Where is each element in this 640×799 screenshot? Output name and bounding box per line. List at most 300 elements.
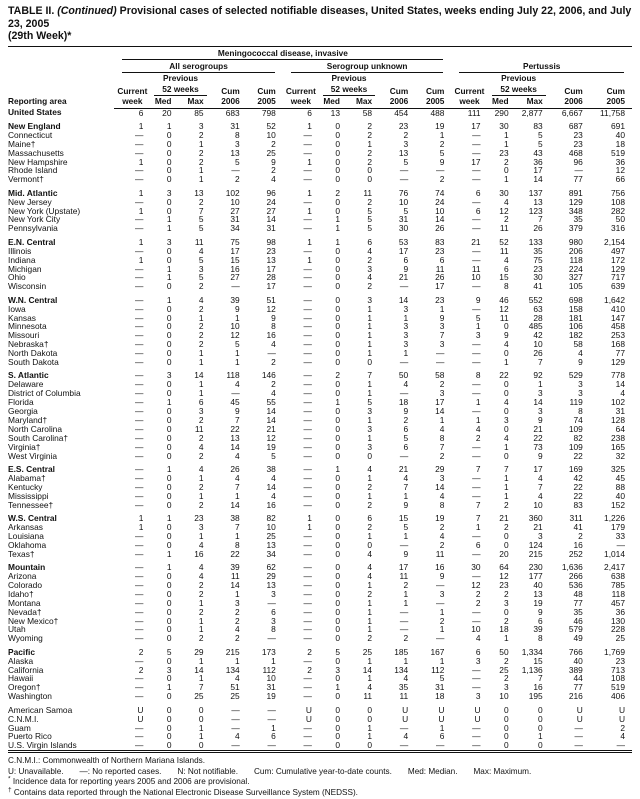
value-cell: —: [399, 174, 409, 185]
value-cell: 519: [611, 147, 625, 158]
value-cell: 6: [271, 731, 276, 742]
value-cell: 12: [471, 579, 481, 590]
value-cell: 112: [431, 664, 445, 675]
value-cell: —: [303, 499, 312, 510]
value-cell: 6,667: [561, 107, 583, 118]
value-cell: 35: [533, 245, 543, 256]
value-cell: —: [472, 379, 481, 390]
value-cell: 5: [439, 673, 445, 684]
value-cell: 16: [194, 548, 204, 559]
value-cell: 5: [198, 272, 204, 283]
value-cell: 2: [367, 521, 373, 532]
value-cell: 133: [528, 236, 543, 247]
table-title: [8, 5, 632, 43]
value-cell: —: [135, 472, 144, 483]
value-cell: 108: [611, 673, 625, 684]
value-cell: 17: [398, 562, 409, 573]
value-cell: 3: [503, 597, 509, 608]
value-cell: —: [303, 379, 312, 390]
table-row: [8, 692, 632, 701]
value-cell: 12: [230, 330, 240, 341]
value-cell: 9: [403, 499, 409, 510]
value-cell: —: [267, 633, 276, 644]
value-cell: 0: [503, 450, 509, 461]
week-label: week: [451, 96, 487, 109]
reporting-area-cell: E.N. Central: [8, 236, 56, 247]
value-cell: 1: [198, 472, 204, 483]
reporting-area-cell: Mountain: [8, 562, 46, 573]
reporting-area-cell: New Jersey: [8, 196, 52, 207]
value-cell: 19: [266, 691, 276, 702]
value-cell: —: [303, 303, 312, 314]
value-cell: 41: [533, 281, 543, 292]
value-cell: 17: [398, 245, 409, 256]
value-cell: —: [303, 312, 312, 323]
value-cell: —: [472, 664, 481, 675]
value-cell: —: [472, 245, 481, 256]
value-cell: —: [472, 388, 481, 399]
footnote-dagger: † Contains data reported through the National Electronic Disease Surveillance System (NEDSS).: [8, 786, 358, 797]
value-cell: 181: [568, 312, 583, 323]
value-cell: —: [135, 406, 144, 417]
value-cell: 698: [568, 294, 583, 305]
value-cell: —: [135, 571, 144, 581]
value-cell: 6: [403, 441, 409, 452]
value-cell: 1: [439, 129, 445, 140]
value-cell: 348: [568, 205, 583, 216]
value-cell: 16: [573, 539, 583, 550]
value-cell: 1: [271, 722, 276, 733]
value-cell: —: [303, 571, 312, 581]
value-cell: 22: [230, 548, 240, 559]
value-cell: 4: [198, 294, 204, 305]
value-cell: 4: [367, 272, 373, 283]
value-cell: 1: [439, 303, 445, 314]
value-cell: —: [303, 691, 312, 702]
value-cell: —: [303, 423, 312, 434]
value-cell: 3: [439, 321, 445, 332]
value-cell: 1: [367, 379, 373, 390]
reporting-area-cell: S. Atlantic: [8, 370, 49, 381]
value-cell: 2: [235, 174, 240, 185]
reporting-area-cell: Tennessee†: [8, 499, 54, 510]
value-cell: —: [472, 472, 481, 483]
value-cell: 4: [620, 731, 625, 742]
reporting-area-cell: Arkansas: [8, 521, 43, 532]
value-cell: 35: [573, 214, 583, 225]
reporting-area-cell: Florida: [8, 397, 34, 408]
value-cell: 3: [335, 664, 340, 675]
value-cell: 17: [533, 464, 543, 475]
value-cell: —: [303, 397, 312, 408]
value-cell: —: [135, 530, 144, 541]
value-cell: 1,334: [521, 646, 543, 657]
value-cell: 77: [573, 682, 583, 693]
value-cell: 1: [307, 187, 312, 198]
value-cell: 3: [403, 138, 409, 149]
value-cell: 23: [499, 147, 509, 158]
value-cell: 0: [503, 530, 509, 541]
value-cell: 0: [335, 272, 340, 283]
value-cell: —: [231, 704, 240, 715]
value-cell: —: [135, 633, 144, 644]
value-cell: —: [303, 615, 312, 626]
value-cell: 4: [439, 530, 445, 541]
value-cell: 179: [611, 521, 625, 532]
value-cell: 1: [367, 722, 373, 733]
value-cell: 3: [503, 682, 509, 693]
value-cell: 0: [503, 423, 509, 434]
value-cell: 4: [235, 673, 240, 684]
value-cell: 579: [568, 624, 583, 635]
table-row: [8, 175, 632, 184]
value-cell: 316: [611, 223, 625, 234]
value-cell: 4: [475, 633, 481, 644]
reporting-area-cell: Mississippi: [8, 490, 49, 501]
value-cell: —: [399, 606, 409, 617]
value-cell: 5: [166, 646, 172, 657]
value-cell: 1: [198, 165, 204, 176]
reporting-area-cell: Virginia†: [8, 441, 41, 452]
reporting-area-cell: Pacific: [8, 646, 36, 657]
value-cell: —: [303, 588, 312, 599]
value-cell: 134: [225, 664, 240, 675]
value-cell: 11: [499, 245, 509, 256]
value-cell: 137: [528, 187, 543, 198]
value-cell: 1: [475, 415, 481, 425]
value-cell: —: [303, 263, 312, 274]
value-cell: —: [231, 713, 240, 724]
value-cell: 290: [494, 107, 509, 118]
value-cell: 0: [166, 245, 172, 256]
value-cell: 167: [430, 646, 445, 657]
value-cell: 30: [533, 272, 543, 283]
value-cell: —: [303, 562, 312, 573]
value-cell: 1: [503, 481, 509, 492]
value-cell: 3: [403, 321, 409, 332]
value-cell: 9: [403, 263, 409, 274]
value-cell: —: [399, 722, 409, 733]
value-cell: —: [303, 406, 312, 417]
value-cell: 4: [198, 441, 204, 452]
value-cell: 21: [533, 423, 543, 434]
value-cell: 7: [367, 370, 373, 381]
value-cell: U: [474, 704, 481, 715]
value-cell: 0: [166, 281, 172, 292]
value-cell: 4: [235, 450, 240, 461]
value-cell: —: [436, 357, 445, 368]
value-cell: 2: [439, 615, 445, 626]
value-cell: 19: [435, 120, 445, 131]
value-cell: 0: [335, 521, 340, 532]
value-cell: U: [402, 713, 409, 724]
value-cell: 3: [578, 379, 583, 390]
value-cell: 1: [198, 348, 204, 359]
reporting-area-cell: W.S. Central: [8, 513, 57, 524]
value-cell: 10: [471, 272, 481, 283]
value-cell: 0: [166, 156, 172, 167]
value-cell: 1: [503, 138, 509, 149]
value-cell: —: [135, 597, 144, 608]
value-cell: —: [303, 655, 312, 666]
value-cell: 2: [235, 633, 240, 644]
value-cell: 1: [198, 597, 204, 608]
value-cell: 82: [573, 432, 583, 443]
value-cell: 46: [573, 615, 583, 626]
value-cell: 0: [166, 490, 172, 501]
value-cell: 45: [230, 397, 240, 408]
value-cell: 0: [367, 713, 373, 724]
cum-label: Cum: [564, 85, 583, 96]
reporting-area-cell: California: [8, 664, 44, 675]
value-cell: 0: [335, 281, 340, 292]
value-cell: 3: [439, 472, 445, 483]
value-cell: 0: [166, 129, 172, 140]
value-cell: 1: [138, 156, 144, 167]
value-cell: 14: [266, 406, 276, 417]
value-cell: 0: [335, 562, 340, 573]
value-cell: 2: [503, 521, 509, 532]
value-cell: 16: [266, 330, 276, 341]
value-cell: 22: [499, 370, 509, 381]
value-cell: 778: [611, 370, 625, 381]
cum-label: Cum: [221, 85, 240, 96]
reporting-area-cell: Indiana: [8, 254, 36, 265]
table-row: [8, 643, 632, 656]
value-cell: U: [402, 704, 409, 715]
value-cell: —: [135, 388, 144, 399]
value-cell: —: [135, 432, 144, 443]
reporting-area-cell: South Carolina†: [8, 432, 69, 443]
table-row: [8, 701, 632, 714]
value-cell: —: [135, 464, 144, 475]
value-cell: —: [303, 339, 312, 350]
value-cell: 25: [615, 633, 625, 644]
value-cell: 36: [533, 156, 543, 167]
value-cell: 169: [568, 464, 583, 475]
value-cell: 22: [533, 432, 543, 443]
value-cell: —: [135, 379, 144, 390]
meningococcal-group-header: Meningococcal disease, invasive: [114, 46, 451, 60]
value-cell: 2: [198, 303, 204, 314]
value-cell: 0: [335, 312, 340, 323]
value-cell: 3: [198, 263, 204, 274]
value-cell: U: [474, 713, 481, 724]
value-cell: 10: [230, 321, 240, 332]
value-cell: 1: [403, 490, 409, 501]
value-cell: 24: [435, 196, 445, 207]
value-cell: 5: [335, 646, 340, 657]
value-cell: —: [399, 388, 409, 399]
value-cell: 2: [367, 254, 373, 265]
table-row: [8, 108, 632, 117]
value-cell: 26: [435, 272, 445, 283]
value-cell: —: [231, 165, 240, 176]
value-cell: 2: [403, 579, 409, 590]
value-cell: 14: [533, 397, 543, 408]
value-cell: 2: [367, 129, 373, 140]
value-cell: 215: [528, 548, 543, 559]
value-cell: 4: [271, 339, 276, 350]
value-cell: 168: [611, 339, 625, 350]
value-cell: 713: [611, 664, 625, 675]
value-cell: 40: [615, 129, 625, 140]
value-cell: 118: [569, 254, 583, 265]
year-2006-label: 2006: [211, 96, 247, 109]
value-cell: 9: [235, 406, 240, 417]
value-cell: 1: [503, 633, 509, 644]
value-cell: —: [574, 165, 583, 176]
value-cell: 13: [266, 254, 276, 265]
value-cell: 25: [362, 646, 373, 657]
value-cell: 406: [611, 691, 625, 702]
reporting-area-cell: Maine†: [8, 138, 36, 149]
value-cell: 980: [568, 236, 583, 247]
value-cell: —: [135, 357, 144, 368]
value-cell: 1: [367, 606, 373, 617]
value-cell: —: [303, 294, 312, 305]
value-cell: 2: [198, 196, 204, 207]
value-cell: 3: [538, 530, 543, 541]
value-cell: 50: [398, 370, 409, 381]
value-cell: 129: [568, 196, 583, 207]
value-cell: 0: [166, 571, 172, 581]
value-cell: 1: [367, 597, 373, 608]
value-cell: 4: [198, 464, 204, 475]
value-cell: 5: [198, 214, 204, 225]
value-cell: 4: [503, 432, 509, 443]
value-cell: 53: [398, 236, 409, 247]
value-cell: 9: [538, 450, 543, 461]
value-cell: 16: [230, 263, 240, 274]
value-cell: 2: [503, 673, 509, 684]
value-cell: 215: [225, 646, 240, 657]
value-cell: 4: [538, 490, 543, 501]
value-cell: 1,136: [521, 664, 543, 675]
value-cell: 1: [403, 530, 409, 541]
value-cell: 2: [198, 606, 204, 617]
value-cell: 129: [611, 263, 625, 274]
value-cell: 7: [538, 481, 543, 492]
value-cell: 96: [266, 187, 276, 198]
value-cell: —: [472, 196, 481, 207]
value-cell: —: [574, 722, 583, 733]
value-cell: 9: [439, 156, 445, 167]
value-cell: —: [303, 370, 312, 381]
value-cell: 1: [307, 205, 312, 216]
value-cell: —: [472, 129, 481, 140]
value-cell: 52: [499, 236, 509, 247]
value-cell: 23: [194, 513, 204, 524]
value-cell: 1: [503, 472, 509, 483]
value-cell: 1,226: [604, 513, 625, 524]
reporting-area-cell: Massachusetts: [8, 147, 64, 158]
value-cell: 195: [528, 691, 543, 702]
value-cell: —: [135, 281, 144, 292]
value-cell: 5: [403, 205, 409, 216]
reporting-area-cell: Hawaii: [8, 673, 34, 684]
value-cell: 146: [261, 370, 276, 381]
value-cell: 152: [611, 499, 625, 510]
value-cell: 7: [538, 357, 543, 368]
value-cell: 1: [335, 223, 340, 234]
value-cell: 1: [138, 205, 144, 216]
value-cell: 3: [503, 415, 509, 425]
value-cell: 0: [166, 472, 172, 483]
value-cell: 9: [578, 357, 583, 368]
value-cell: 4: [367, 245, 373, 256]
value-cell: —: [399, 450, 409, 461]
value-cell: 11: [399, 571, 409, 581]
value-cell: 52: [266, 120, 276, 131]
value-cell: 18: [499, 624, 509, 635]
value-cell: 10: [266, 521, 276, 532]
value-cell: 31: [230, 120, 240, 131]
value-cell: 6: [439, 731, 445, 742]
value-cell: 1: [198, 655, 204, 666]
value-cell: 31: [230, 214, 240, 225]
value-cell: 717: [611, 272, 625, 283]
value-cell: 1: [235, 588, 240, 599]
value-cell: —: [303, 441, 312, 452]
reporting-area-cell: Missouri: [8, 330, 40, 341]
value-cell: 4: [235, 472, 240, 483]
value-cell: 4: [198, 562, 204, 573]
value-cell: 4: [367, 682, 373, 693]
value-cell: 10: [398, 196, 409, 207]
value-cell: 8: [439, 432, 445, 443]
value-cell: —: [135, 147, 144, 158]
value-cell: 1: [138, 521, 144, 532]
value-cell: 2: [475, 588, 481, 599]
value-cell: 0: [335, 339, 340, 350]
value-cell: 8: [235, 539, 240, 550]
value-cell: 31: [398, 214, 409, 225]
value-cell: 39: [230, 562, 240, 573]
value-cell: 50: [615, 214, 625, 225]
footnotes: [8, 756, 632, 798]
value-cell: 2: [439, 138, 445, 149]
value-cell: 0: [335, 379, 340, 390]
value-cell: 3: [578, 388, 583, 399]
value-cell: 0: [335, 415, 340, 425]
value-cell: —: [135, 348, 144, 359]
value-cell: —: [472, 490, 481, 501]
value-cell: 4: [403, 673, 409, 684]
value-cell: 0: [166, 521, 172, 532]
value-cell: 1: [166, 562, 172, 573]
value-cell: —: [135, 673, 144, 684]
value-cell: 4: [403, 379, 409, 390]
value-cell: U: [576, 713, 583, 724]
value-cell: 1: [367, 348, 373, 359]
value-cell: 2: [138, 646, 144, 657]
value-cell: 11: [399, 691, 409, 702]
value-cell: 18: [398, 397, 409, 408]
value-cell: 1: [166, 513, 172, 524]
value-cell: 1: [138, 120, 144, 131]
value-cell: 0: [166, 691, 172, 702]
legend-item: N: Not notifiable.: [177, 766, 238, 776]
value-cell: 0: [166, 704, 172, 715]
value-cell: 1: [439, 655, 445, 666]
value-cell: 1: [138, 187, 144, 198]
value-cell: 1: [166, 120, 172, 131]
value-cell: —: [135, 339, 144, 350]
value-cell: —: [303, 321, 312, 332]
value-cell: —: [303, 490, 312, 501]
value-cell: 0: [166, 196, 172, 207]
